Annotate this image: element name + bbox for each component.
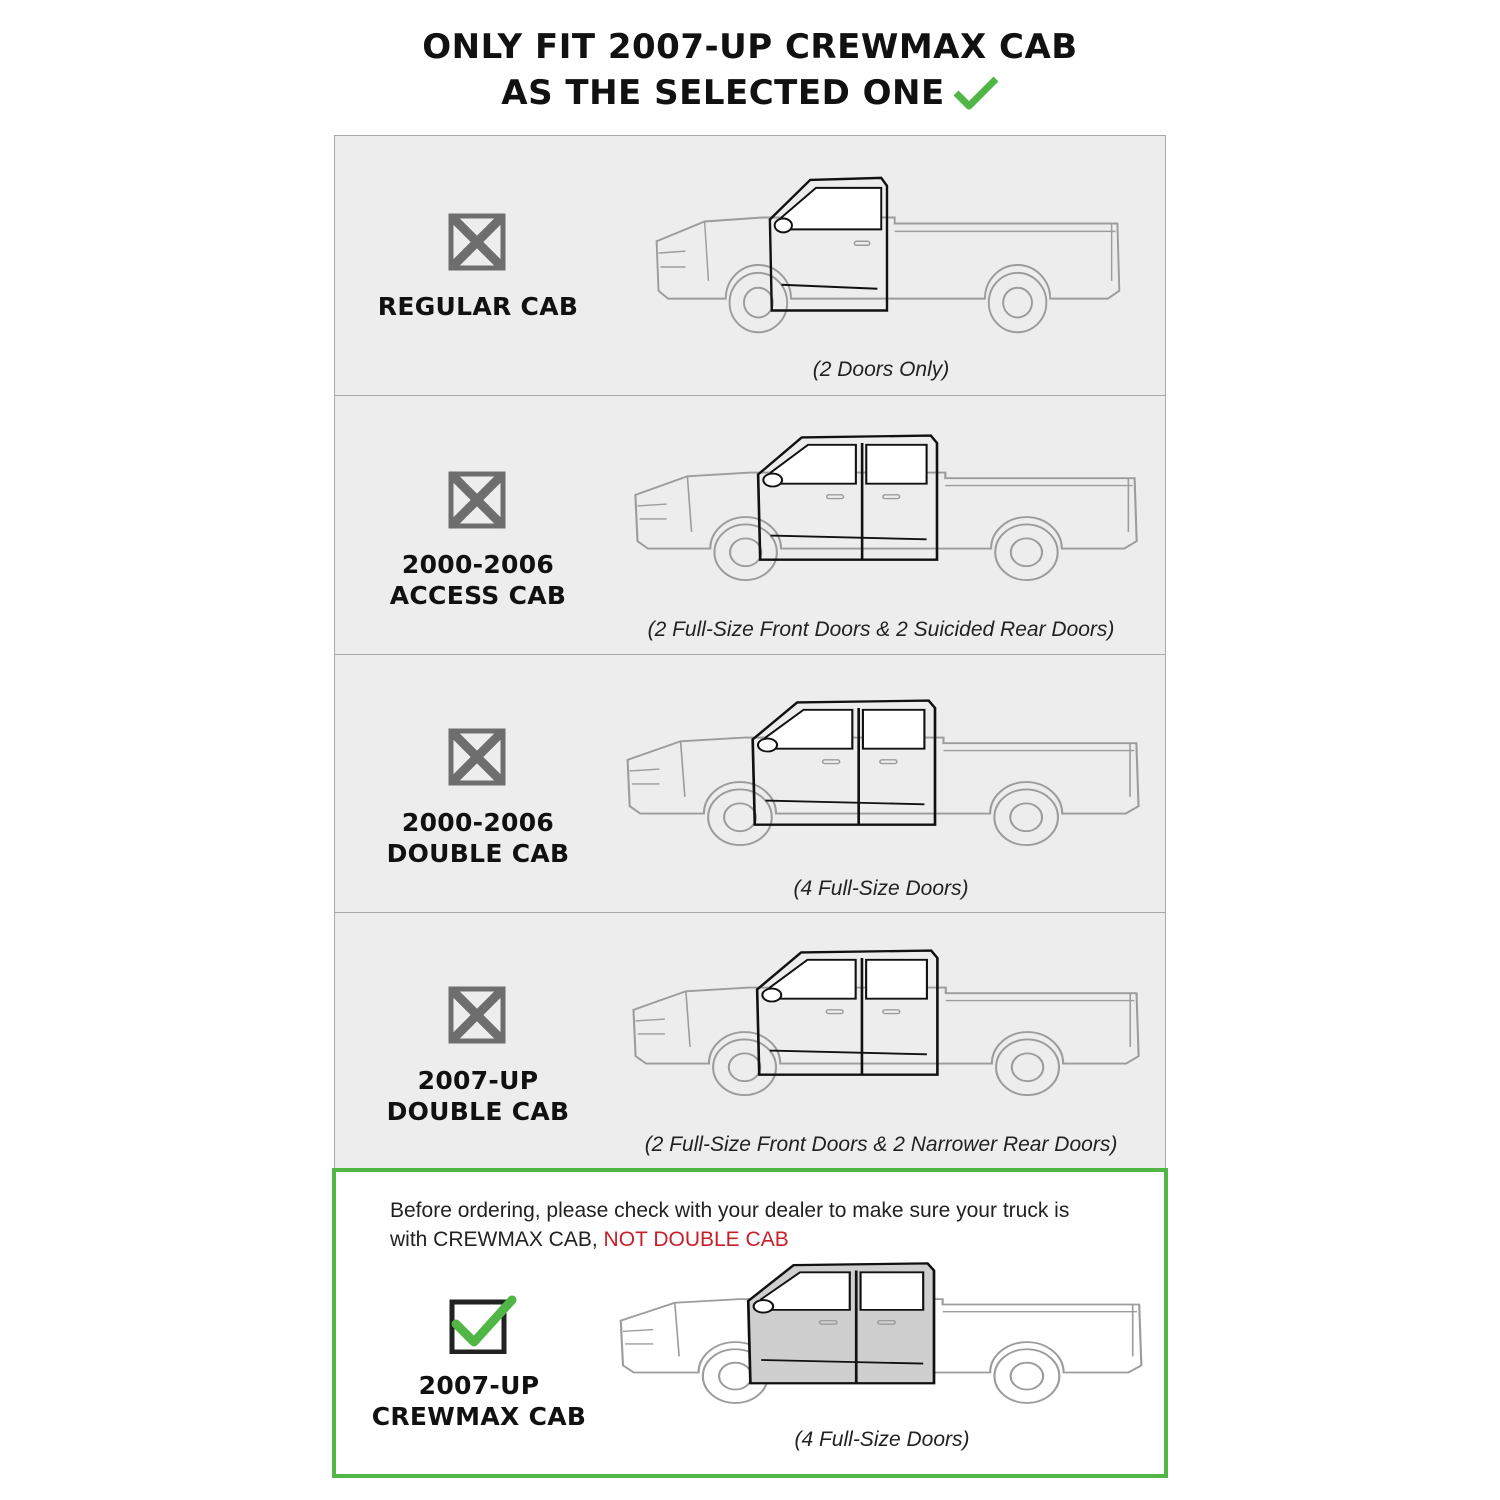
cab-label bbox=[335, 549, 621, 611]
dealer-note-warning: NOT DOUBLE CAB bbox=[603, 1228, 789, 1251]
title-line-2-text: AS THE SELECTED ONE bbox=[501, 73, 945, 113]
check-box-icon bbox=[448, 1294, 508, 1354]
cab-label bbox=[335, 1065, 621, 1127]
cab-label-line-1: 2007-UP bbox=[417, 1066, 539, 1095]
page-title bbox=[0, 24, 1500, 122]
cab-label-line-2: ACCESS CAB bbox=[389, 581, 567, 610]
truck-illustration bbox=[617, 695, 1147, 871]
dealer-note bbox=[390, 1196, 1130, 1254]
panel-crewmax-cab-selected bbox=[332, 1168, 1168, 1478]
cross-box-icon bbox=[447, 727, 507, 787]
cab-label bbox=[336, 1370, 622, 1432]
cab-label-line-2: DOUBLE CAB bbox=[386, 839, 570, 868]
cab-label-line-2: CREWMAX CAB bbox=[371, 1402, 587, 1431]
panel-double-cab-2007-up bbox=[334, 912, 1166, 1170]
cab-label bbox=[335, 807, 621, 869]
cab-label-line-1: 2000-2006 bbox=[401, 808, 555, 837]
truck-illustration bbox=[610, 1258, 1150, 1428]
panel-double-cab-2000-2006 bbox=[334, 654, 1166, 913]
cab-description: (4 Full-Size Doors) bbox=[794, 1428, 970, 1451]
truck-illustration bbox=[623, 945, 1147, 1121]
dealer-note-line-1: Before ordering, please check with your dealer to make sure your truck is bbox=[390, 1199, 1070, 1222]
panel-regular-cab bbox=[334, 135, 1166, 396]
cross-box-icon bbox=[447, 985, 507, 1045]
title-line-1: ONLY FIT 2007-UP CREWMAX CAB bbox=[422, 27, 1078, 67]
truck-illustration bbox=[647, 172, 1127, 360]
cab-label-line-1: REGULAR CAB bbox=[377, 292, 579, 321]
cab-label-line-1: 2007-UP bbox=[418, 1371, 540, 1400]
cross-box-icon bbox=[447, 212, 507, 272]
cab-label-line-2: DOUBLE CAB bbox=[386, 1097, 570, 1126]
cab-description: (2 Doors Only) bbox=[812, 358, 950, 381]
cab-label-line-1: 2000-2006 bbox=[401, 550, 555, 579]
cab-label bbox=[335, 291, 621, 322]
cab-description: (2 Full-Size Front Doors & 2 Suicided Rear Doors) bbox=[647, 618, 1115, 641]
cab-description: (4 Full-Size Doors) bbox=[793, 877, 969, 900]
panel-access-cab bbox=[334, 395, 1166, 655]
green-check-icon bbox=[953, 76, 999, 122]
truck-illustration bbox=[625, 430, 1145, 606]
dealer-note-line-2 bbox=[390, 1225, 1130, 1254]
title-line-2 bbox=[0, 70, 1500, 122]
cab-description: (2 Full-Size Front Doors & 2 Narrower Rear Doors) bbox=[644, 1133, 1118, 1156]
cross-box-icon bbox=[447, 470, 507, 530]
dealer-note-prefix: with CREWMAX CAB, bbox=[390, 1228, 598, 1251]
